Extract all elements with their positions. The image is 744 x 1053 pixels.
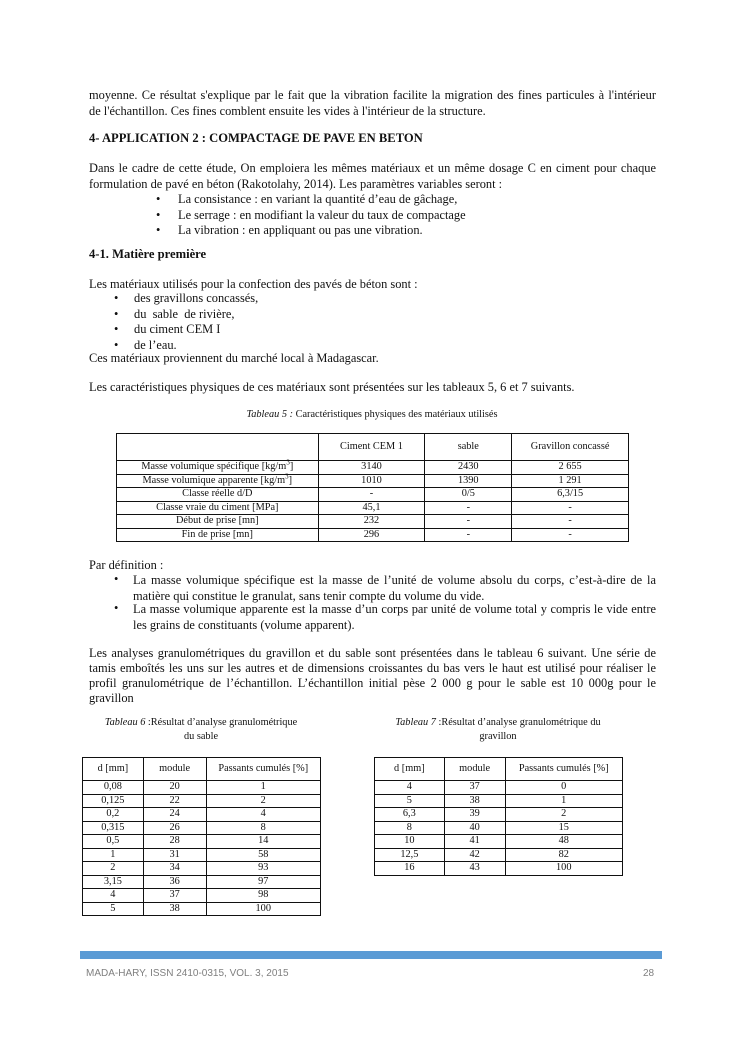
- table-row: Masse volumique spécifique $[kg/m^3]$ 3140 2430 2 655: [117, 461, 629, 475]
- table-row: Fin de prise [mn] 296 - -: [117, 528, 629, 542]
- column-header: module: [143, 758, 206, 781]
- table-7: [374, 757, 623, 876]
- table-7-caption: Tableau 7 :Résultat d’analyse granulométrique du gravillon: [395, 717, 601, 742]
- table-row: 0,125 22 2: [83, 794, 321, 808]
- list-item: • Le serrage : en modifiant la valeur du taux de compactage: [156, 207, 466, 222]
- column-header: module: [444, 758, 505, 781]
- table-5-caption: Tableau 5 : Caractéristiques physiques des matériaux utilisés: [246, 409, 498, 420]
- table-header-row: [375, 758, 623, 781]
- list-item: • La consistance : en variant la quantité d’eau de gâchage,: [156, 192, 458, 206]
- column-header: d [mm]: [83, 758, 144, 781]
- bullet-icon: •: [114, 291, 119, 305]
- intro-line-1: moyenne. Ce résultat s'explique par le fait que la vibration facilite la migration des fines particules à l'intérieur: [89, 88, 656, 102]
- bullet-icon: •: [156, 223, 161, 237]
- table-row: 1 31 58: [83, 848, 321, 862]
- table-6-caption: Tableau 6 :Résultat d’analyse granulométrique du sable: [104, 717, 298, 742]
- definition-1-line-2: matière qui constitue le granulat, sans tenir compte du volume du vide.: [133, 589, 485, 603]
- table-6: [82, 757, 321, 916]
- table-row: 5 38 100: [83, 902, 321, 916]
- table-5: [116, 433, 629, 542]
- section-4-1-heading: 4-1. Matière première: [89, 247, 207, 261]
- definitions-intro: Par définition :: [89, 558, 164, 572]
- table-row: 0,315 26 8: [83, 821, 321, 835]
- table-row: Classe réelle d/D - 0/5 6,3/15: [117, 488, 629, 502]
- granulo-line-2: tamis emboîtés les uns sur les autres et de dimensions croissantes du bas vers le haut est utilisé pour réaliser le: [89, 661, 656, 675]
- table-row: 4 37 0: [375, 781, 623, 795]
- list-item: • des gravillons concassés,: [114, 291, 259, 305]
- section-4-heading: 4- APPLICATION 2 : COMPACTAGE DE PAVE EN BETON: [89, 131, 423, 145]
- column-header: Passants cumulés [%]: [206, 758, 320, 781]
- section-4-para-line-1: Dans le cadre de cette étude, On emploiera les mêmes matériaux et un même dosage C en ciment pour chaque: [89, 161, 656, 175]
- table-row: 0,2 24 4: [83, 808, 321, 822]
- page-number: 28: [643, 968, 655, 979]
- table-row: 3,15 36 97: [83, 875, 321, 889]
- table-row: 6,3 39 2: [375, 808, 623, 822]
- table-row: Début de prise [mn] 232 - -: [117, 515, 629, 529]
- bullet-icon: •: [156, 207, 161, 222]
- materials-intro: Les matériaux utilisés pour la confection des pavés de béton sont :: [89, 277, 418, 291]
- table-row: Classe vraie du ciment [MPa] 45,1 - -: [117, 501, 629, 515]
- tables-intro: Les caractéristiques physiques de ces matériaux sont présentées sur les tableaux 5, 6 et 7 suivants.: [89, 380, 575, 394]
- list-item: • du sable de rivière,: [114, 306, 235, 321]
- table-header-row: [117, 434, 629, 461]
- materials-origin: Ces matériaux proviennent du marché local à Madagascar.: [89, 351, 379, 365]
- bullet-icon: •: [156, 192, 161, 206]
- column-header: d [mm]: [375, 758, 445, 781]
- definition-2-line-1: La masse volumique apparente est la masse d’un corps par unité de volume total y compris le vide entre: [133, 602, 656, 616]
- bullet-icon: •: [114, 572, 119, 586]
- table-row: 0,5 28 14: [83, 835, 321, 849]
- list-item: • La vibration : en appliquant ou pas une vibration.: [156, 223, 423, 237]
- bullet-icon: •: [114, 306, 119, 321]
- column-header: Gravillon concassé: [512, 434, 629, 461]
- column-header: Passants cumulés [%]: [505, 758, 622, 781]
- list-item: • de l’eau.: [114, 337, 177, 352]
- granulo-line-4: gravillon: [89, 691, 134, 705]
- bullet-icon: •: [114, 322, 119, 336]
- materials-list: [114, 291, 258, 353]
- bullet-icon: •: [114, 337, 119, 352]
- table-header-row: [83, 758, 321, 781]
- intro-line-2: de l'échantillon. Ces fines comblent ensuite les vides à l'intérieur de la structure.: [89, 104, 486, 118]
- table-row: Masse volumique apparente $[kg/m^3]$ 1010 1390 1 291: [117, 474, 629, 488]
- footer-bar: [80, 951, 662, 959]
- parameters-list: [156, 192, 466, 239]
- granulo-line-1: Les analyses granulométriques du gravillon et du sable sont présentées dans le tableau 6 suivant. Une série de: [89, 646, 656, 660]
- table-row: 5 38 1: [375, 794, 623, 808]
- list-item: • du ciment CEM I: [114, 322, 221, 336]
- bullet-icon: •: [114, 601, 119, 615]
- table-row: 4 37 98: [83, 889, 321, 903]
- table-row: 10 41 48: [375, 835, 623, 849]
- table-row: 12,5 42 82: [375, 848, 623, 862]
- granulo-line-3: profil granulométrique de l’échantillon. L’échantillon initial pèse 2 000 g pour le sable est 10 000g pour le: [89, 676, 656, 690]
- definition-1-line-1: La masse volumique spécifique est la masse de l’unité de volume absolu du corps, c’est-à-dire de la: [133, 573, 656, 587]
- definition-2-line-2: les grains de constituants (volume apparent).: [133, 618, 355, 632]
- column-header: sable: [425, 434, 512, 461]
- column-header: Ciment CEM 1: [318, 434, 425, 461]
- table-row: 8 40 15: [375, 821, 623, 835]
- section-4-para-line-2: formulation de pavé en béton (Rakotolahy, 2014). Les paramètres variables seront :: [89, 177, 503, 191]
- table-row: 2 34 93: [83, 862, 321, 876]
- table-row: 16 43 100: [375, 862, 623, 876]
- footer-journal: MADA-HARY, ISSN 2410-0315, VOL. 3, 2015: [86, 968, 289, 979]
- table-row: 0,08 20 1: [83, 781, 321, 795]
